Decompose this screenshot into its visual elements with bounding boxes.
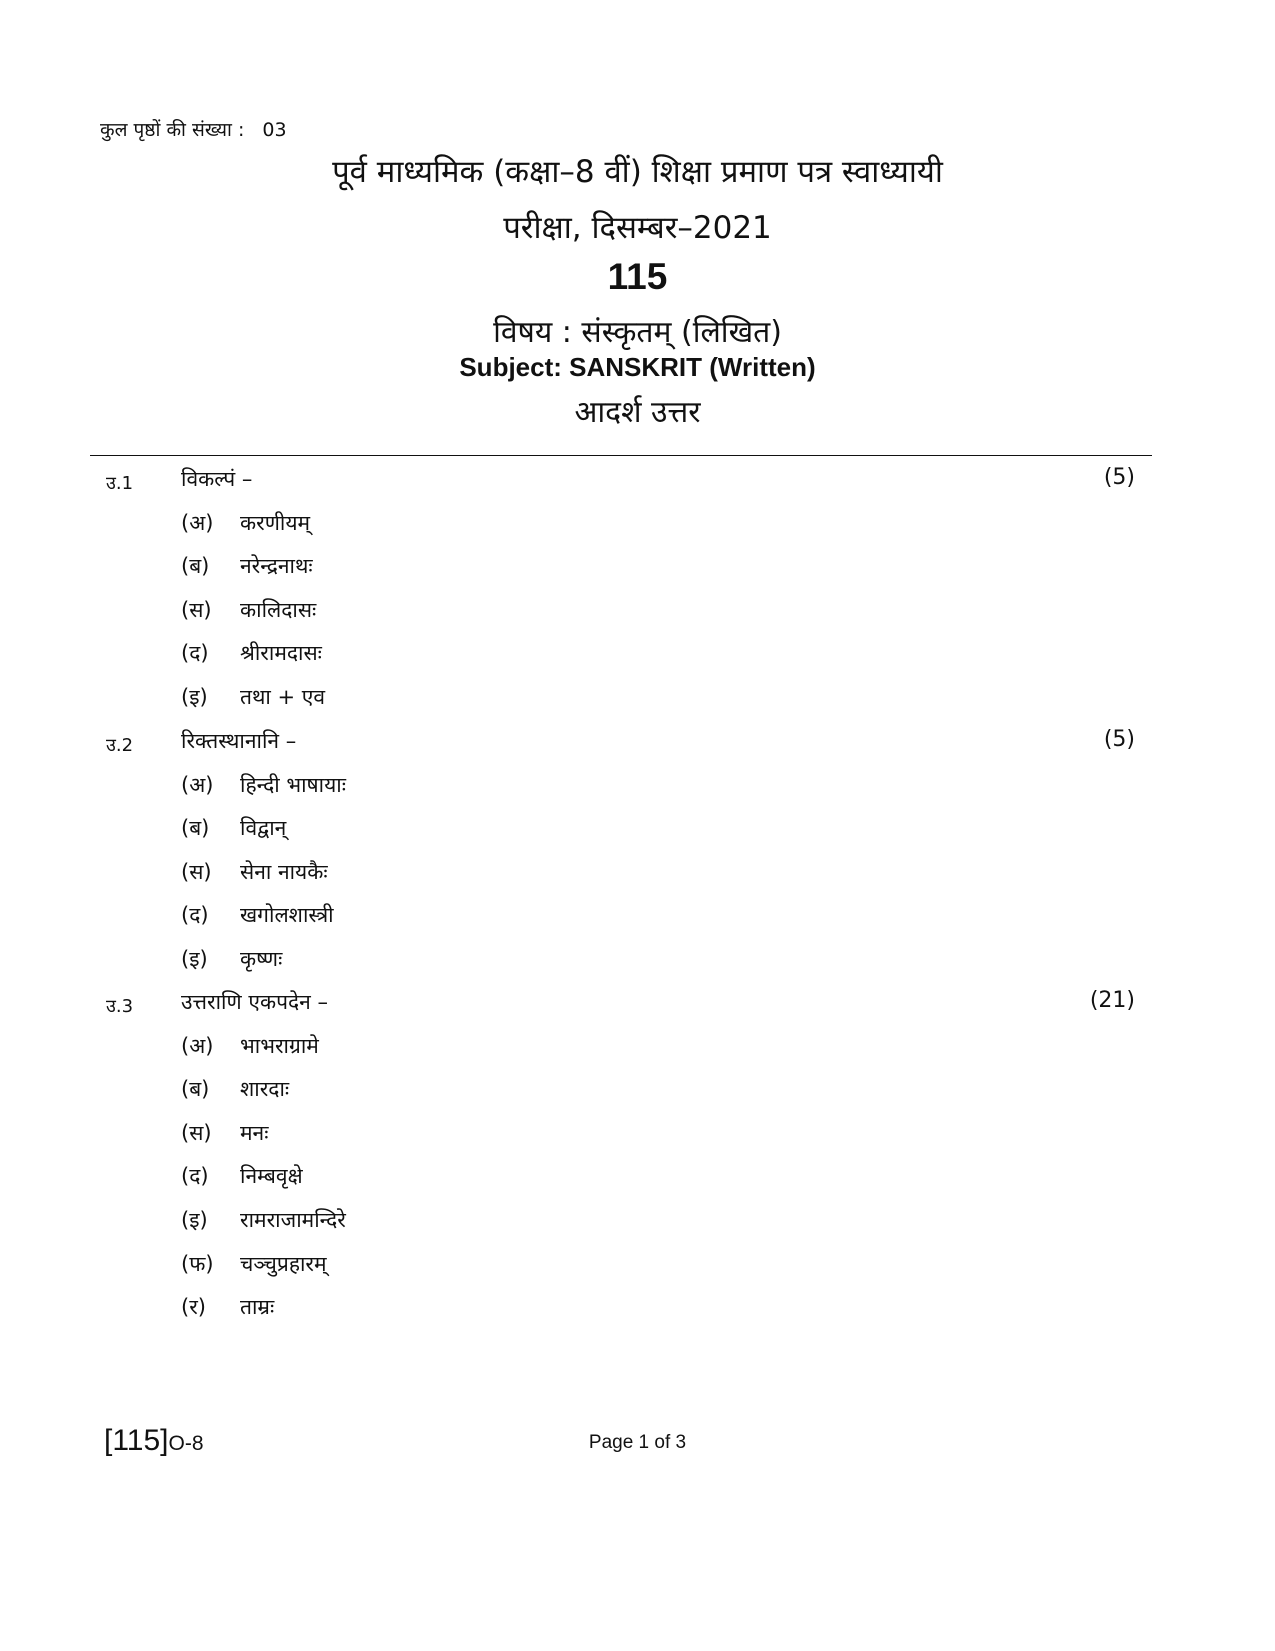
answer-text: भाभराग्रामे xyxy=(240,1034,319,1058)
answer-text: खगोलशास्त्री xyxy=(240,903,334,927)
answer-text: कृष्णः xyxy=(240,947,283,971)
answer-item xyxy=(0,1075,1275,1115)
answer-item xyxy=(0,771,1275,811)
answer-text: सेना नायकैः xyxy=(240,860,328,884)
subject-hindi: विषय : संस्कृतम् (लिखित) xyxy=(493,315,782,350)
question-marks: (5) xyxy=(1103,465,1135,490)
answer-text: विद्वान् xyxy=(240,816,287,840)
answer-text: करणीयम् xyxy=(240,511,311,535)
answer-text: श्रीरामदासः xyxy=(240,641,322,665)
answer-item xyxy=(0,858,1275,898)
answer-item xyxy=(0,552,1275,592)
answer-text: कालिदासः xyxy=(240,598,317,622)
model-answer-heading: आदर्श उत्तर xyxy=(574,395,701,430)
question-label: उत्तराणि एकपदेन – xyxy=(181,990,328,1014)
footer-code-main: [115] xyxy=(104,1424,169,1457)
paper-code: 115 xyxy=(607,256,668,297)
answer-text: चञ्चुप्रहारम् xyxy=(240,1252,327,1276)
question-row xyxy=(0,727,1275,767)
answer-item xyxy=(0,814,1275,854)
answer-marker: (ब) xyxy=(181,554,210,578)
question-row xyxy=(0,465,1275,505)
answer-item xyxy=(0,1119,1275,1159)
answer-marker: (स) xyxy=(181,860,212,884)
answer-item xyxy=(0,1206,1275,1246)
answer-item xyxy=(0,901,1275,941)
answer-marker: (इ) xyxy=(181,1208,208,1232)
page-count-label: कुल पृष्ठों की संख्या : xyxy=(100,119,245,141)
answer-marker: (अ) xyxy=(181,511,214,535)
answer-text: निम्बवृक्षे xyxy=(240,1164,303,1188)
question-marks: (21) xyxy=(1089,988,1135,1013)
question-number: उ.2 xyxy=(106,735,134,756)
page-count xyxy=(100,116,287,142)
answer-text: नरेन्द्रनाथः xyxy=(240,554,313,578)
answer-marker: (ब) xyxy=(181,1077,210,1101)
answer-text: मनः xyxy=(240,1121,269,1145)
answer-marker: (द) xyxy=(181,641,209,665)
answer-marker: (द) xyxy=(181,1164,209,1188)
header-divider xyxy=(90,455,1152,456)
answer-item xyxy=(0,683,1275,723)
answer-item xyxy=(0,639,1275,679)
answer-marker: (र) xyxy=(181,1295,206,1319)
question-row xyxy=(0,988,1275,1028)
question-label: विकल्पं – xyxy=(181,467,253,491)
answer-marker: (अ) xyxy=(181,773,214,797)
answer-marker: (अ) xyxy=(181,1034,214,1058)
answer-item xyxy=(0,1293,1275,1333)
subject-english: Subject: SANSKRIT (Written) xyxy=(459,352,816,382)
answer-marker: (स) xyxy=(181,598,212,622)
footer-code-suffix: O-8 xyxy=(168,1432,204,1455)
answer-text: ताम्रः xyxy=(240,1295,275,1319)
question-marks: (5) xyxy=(1103,727,1135,752)
answer-marker: (ब) xyxy=(181,816,210,840)
answer-text: रामराजामन्दिरे xyxy=(240,1208,346,1232)
answer-marker: (फ) xyxy=(181,1252,214,1276)
exam-session: परीक्षा, दिसम्बर–2021 xyxy=(503,210,772,246)
answer-marker: (इ) xyxy=(181,685,208,709)
answer-marker: (स) xyxy=(181,1121,212,1145)
answer-text: तथा + एव xyxy=(240,685,326,709)
answer-item xyxy=(0,596,1275,636)
answer-text: हिन्दी भाषायाः xyxy=(240,773,346,797)
answer-marker: (इ) xyxy=(181,947,208,971)
question-number: उ.3 xyxy=(106,996,134,1017)
answer-item xyxy=(0,1032,1275,1072)
answer-item xyxy=(0,945,1275,985)
question-number: उ.1 xyxy=(106,473,134,494)
answer-item xyxy=(0,1162,1275,1202)
exam-title: पूर्व माध्यमिक (कक्षा–8 वीं) शिक्षा प्रमाण पत्र स्वाध्यायी xyxy=(332,154,943,190)
answer-item xyxy=(0,509,1275,549)
page-count-value: 03 xyxy=(262,119,287,141)
answer-marker: (द) xyxy=(181,903,209,927)
answer-text: शारदाः xyxy=(240,1077,290,1101)
page-number: Page 1 of 3 xyxy=(588,1432,687,1453)
question-label: रिक्तस्थानानि – xyxy=(181,729,297,753)
answer-item xyxy=(0,1250,1275,1290)
